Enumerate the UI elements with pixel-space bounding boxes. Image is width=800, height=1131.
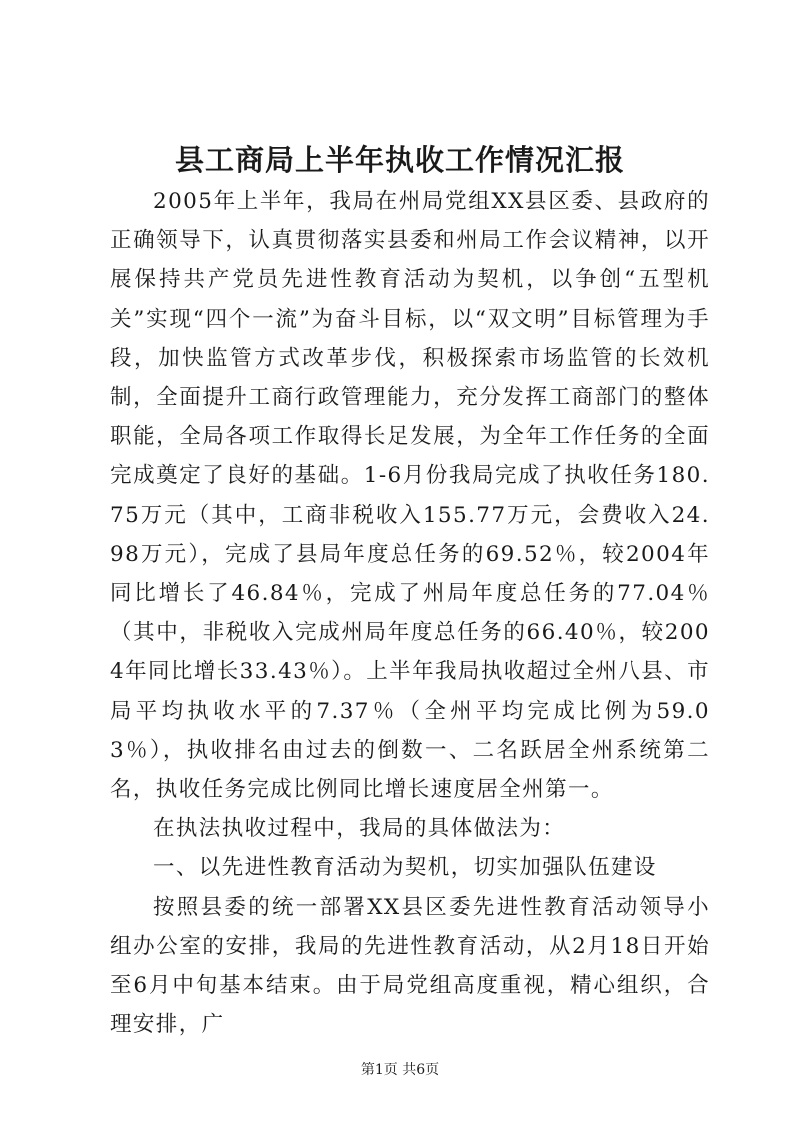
document-title: 县工商局上半年执收工作情况汇报: [174, 143, 625, 177]
paragraph-methods-lead: 在执法执收过程中，我局的具体做法为：: [153, 816, 566, 842]
document-body: [110, 182, 710, 1044]
page-footer: 第1页 共6页: [360, 1062, 440, 1078]
paragraph-section-1: 按照县委的统一部署XX县区委先进性教育活动领导小组办公室的安排，我局的先进性教育活动，从2月18日开始至6月中旬基本结束。由于局党组高度重视，精心组织，合理安排，广: [110, 894, 710, 1038]
section-heading-1: 一、以先进性教育活动为契机，切实加强队伍建设: [153, 855, 657, 881]
paragraph-intro: 2005年上半年，我局在州局党组XX县区委、县政府的正确领导下，认真贯彻落实县委和州局工作会议精神，以开展保持共产党员先进性教育活动为契机，以争创“五型机关”实现“四个一流”为奋斗目标，以“双文明”目标管理为手段，加快监管方式改革步伐，积极探索市场监管的长效机制，全面提升工商行政管理能力，充分发挥工商部门的整体职能，全局各项工作取得长足发展，为全年工作任务的全面完成奠定了良好的基础。1-6月份我局完成了执收任务180.75万元（其中，工商非税收入155.77万元，会费收入24.98万元），完成了县局年度总任务的69.52％，较2004年同比增长了46.84％，完成了州局年度总任务的77.04％（其中，非税收入完成州局年度总任务的66.40％，较2004年同比增长33.43％）。上半年我局执收超过全州八县、市局平均执收水平的7.37％（全州平均完成比例为59.03％），执收排名由过去的倒数一、二名跃居全州系统第二名，执收任务完成比例同比增长速度居全州第一。: [110, 189, 710, 803]
